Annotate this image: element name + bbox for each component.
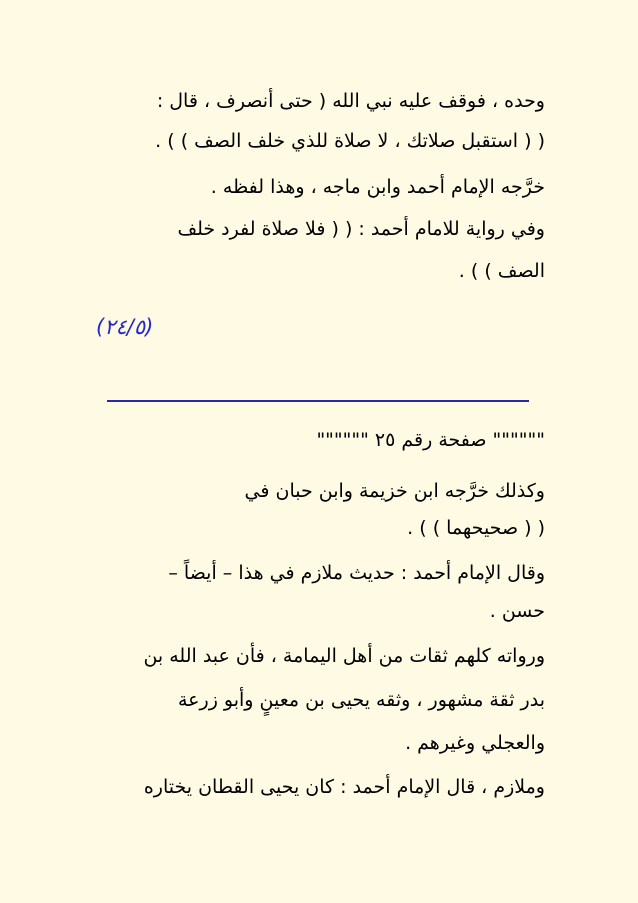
text-line: الصف ) ) . bbox=[458, 260, 545, 282]
text-line: وقال الإمام أحمد : حديث ملازم في هذا – أيضاً – bbox=[168, 562, 545, 584]
text-line: وكذلك خرَّجه ابن خزيمة وابن حبان في bbox=[244, 480, 545, 502]
page-reference: (٢٤/٥) bbox=[96, 315, 154, 339]
text-line: بدر ثقة مشهور ، وثقه يحيى بن معينٍ وأبو زرعة bbox=[178, 689, 545, 711]
page-header: """""" صفحة رقم ٢٥ """""" bbox=[316, 429, 545, 451]
section-divider bbox=[107, 400, 529, 402]
text-line: وفي رواية للامام أحمد : ( ( فلا صلاة لفرد خلف bbox=[177, 218, 545, 240]
text-line: وحده ، فوقف عليه نبي الله ( حتى أنصرف ، قال : bbox=[156, 90, 545, 112]
text-line: ( ( استقبل صلاتك ، لا صلاة للذي خلف الصف ) ) . bbox=[155, 130, 545, 152]
text-line: حسن . bbox=[489, 600, 545, 622]
text-line: والعجلي وغيرهم . bbox=[405, 732, 545, 754]
text-line: وملازم ، قال الإمام أحمد : كان يحيى القطان يختاره bbox=[143, 776, 545, 798]
text-line: خرَّجه الإمام أحمد وابن ماجه ، وهذا لفظه . bbox=[210, 176, 545, 198]
text-line: ( ( صحيحهما ) ) . bbox=[407, 517, 545, 539]
text-line: ورواته كلهم ثقات من أهل اليمامة ، فأن عبد الله بن bbox=[143, 645, 545, 667]
